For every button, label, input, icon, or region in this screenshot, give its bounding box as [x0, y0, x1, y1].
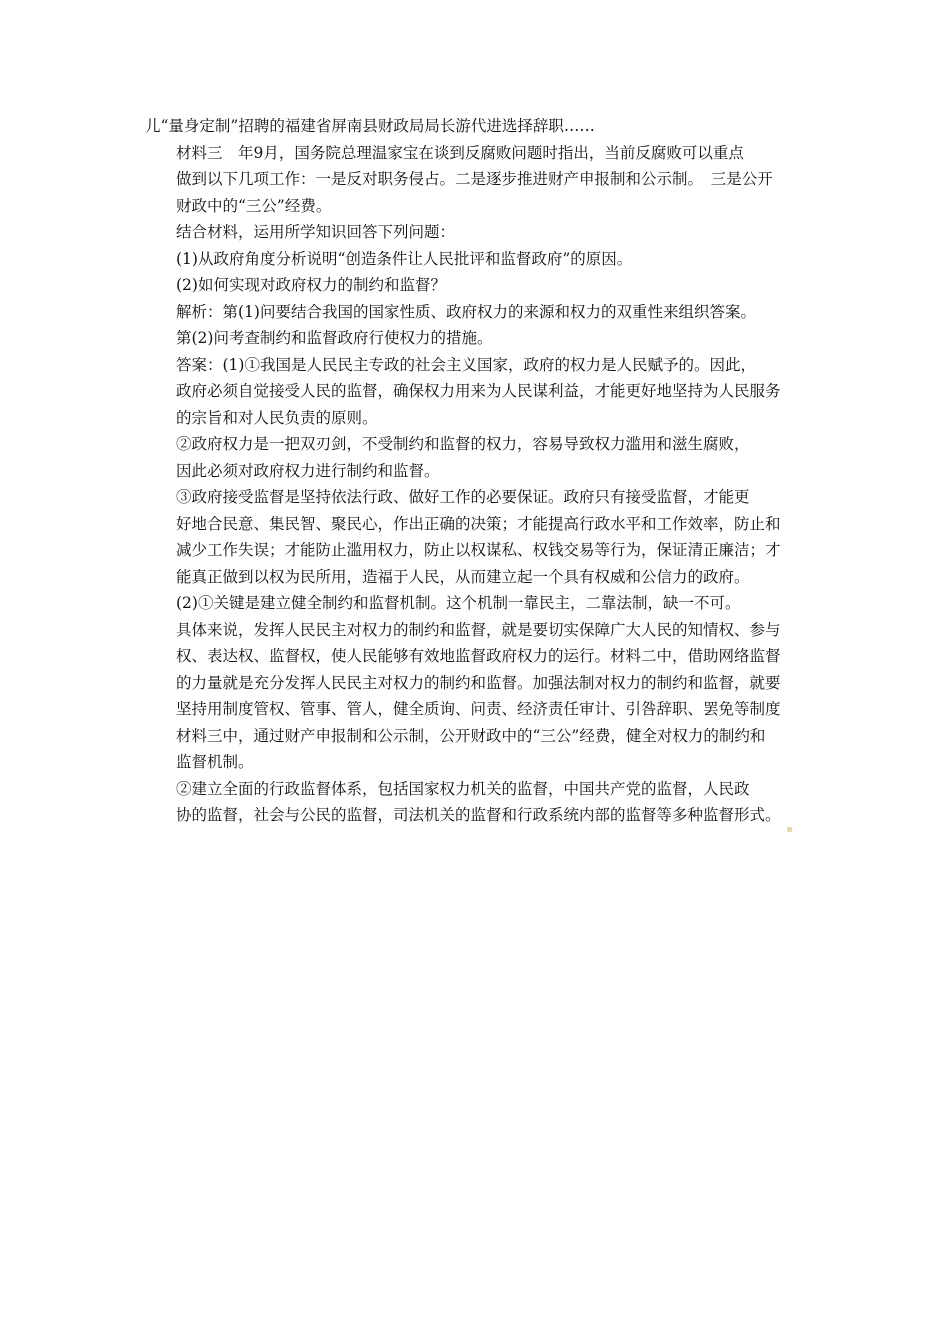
text-line: (1)从政府角度分析说明“创造条件让人民批评和监督政府”的原因。 [176, 249, 633, 268]
document-page [145, 113, 813, 829]
text-line: 儿“量身定制”招聘的福建省屏南县财政局局长游代进选择辞职…… [145, 117, 595, 135]
text-line: 好地合民意、集民智、聚民心，作出正确的决策；才能提高行政水平和工作效率，防止和 [176, 514, 781, 533]
question-intro [145, 219, 813, 246]
answer-two-point-two [145, 776, 813, 829]
question-two [145, 272, 813, 299]
text-line: 做到以下几项工作：一是反对职务侵占。二是逐步推进财产申报制和公示制。 三是公开 [176, 170, 773, 188]
material-two-ending [145, 113, 813, 140]
question-one [145, 246, 813, 273]
text-line: 具体来说，发挥人民民主对权力的制约和监督，就是要切实保障广大人民的知情权、参与 [176, 620, 781, 639]
text-line: 材料三中，通过财产申报制和公示制，公开财政中的“三公”经费，健全对权力的制约和 [176, 726, 766, 745]
text-line: 协的监督，社会与公民的监督，司法机关的监督和行政系统内部的监督等多种监督形式。 [176, 806, 781, 824]
text-line: 减少工作失误；才能防止滥用权力，防止以权谋私、权钱交易等行为，保证清正廉洁；才 [176, 541, 781, 559]
answer-one-point-one [145, 352, 813, 432]
analysis-paragraph [145, 299, 813, 352]
answer-two-point-one [145, 590, 813, 776]
text-line: 因此必须对政府权力进行制约和监督。 [176, 461, 440, 480]
text-line: 第(2)问考查制约和监督政府行使权力的措施。 [176, 329, 493, 347]
text-line: ③政府接受监督是坚持依法行政、做好工作的必要保证。政府只有接受监督，才能更 [176, 488, 750, 506]
answer-one-point-three [145, 484, 813, 590]
text-line: 坚持用制度管权、管事、管人，健全质询、问责、经济责任审计、引咎辞职、罢免等制度 [176, 700, 781, 718]
text-line: 结合材料，运用所学知识回答下列问题： [176, 223, 456, 241]
text-line: (2)如何实现对政府权力的制约和监督？ [176, 276, 446, 294]
material-three-paragraph [145, 140, 813, 220]
text-line: ②建立全面的行政监督体系，包括国家权力机关的监督，中国共产党的监督，人民政 [176, 779, 750, 798]
text-line: 监督机制。 [176, 753, 254, 771]
text-line: 的宗旨和对人民负责的原则。 [176, 408, 378, 427]
text-line: 的力量就是充分发挥人民民主对权力的制约和监督。加强法制对权力的制约和监督，就要 [176, 673, 781, 692]
text-line: 答案：(1)①我国是人民民主专政的社会主义国家，政府的权力是人民赋予的。因此， [176, 355, 756, 374]
text-line: 政府必须自觉接受人民的监督，确保权力用来为人民谋利益，才能更好地坚持为人民服务 [176, 382, 781, 400]
text-line: 材料三 年9月，国务院总理温家宝在谈到反腐败问题时指出，当前反腐败可以重点 [176, 143, 744, 162]
text-line: ②政府权力是一把双刃剑，不受制约和监督的权力，容易导致权力滥用和滋生腐败， [176, 435, 750, 453]
text-line: 解析：第(1)问要结合我国的国家性质、政府权力的来源和权力的双重性来组织答案。 [176, 302, 756, 321]
text-line: 能真正做到以权为民所用，造福于人民，从而建立起一个具有权威和公信力的政府。 [176, 567, 750, 586]
answer-one-point-two [145, 431, 813, 484]
text-line: (2)①关键是建立健全制约和监督机制。这个机制一靠民主，二靠法制，缺一不可。 [176, 594, 741, 612]
text-line: 财政中的“三公”经费。 [176, 196, 332, 215]
scan-speck [787, 827, 792, 832]
text-line: 权、表达权、监督权，使人民能够有效地监督政府权力的运行。材料二中，借助网络监督 [176, 647, 781, 665]
